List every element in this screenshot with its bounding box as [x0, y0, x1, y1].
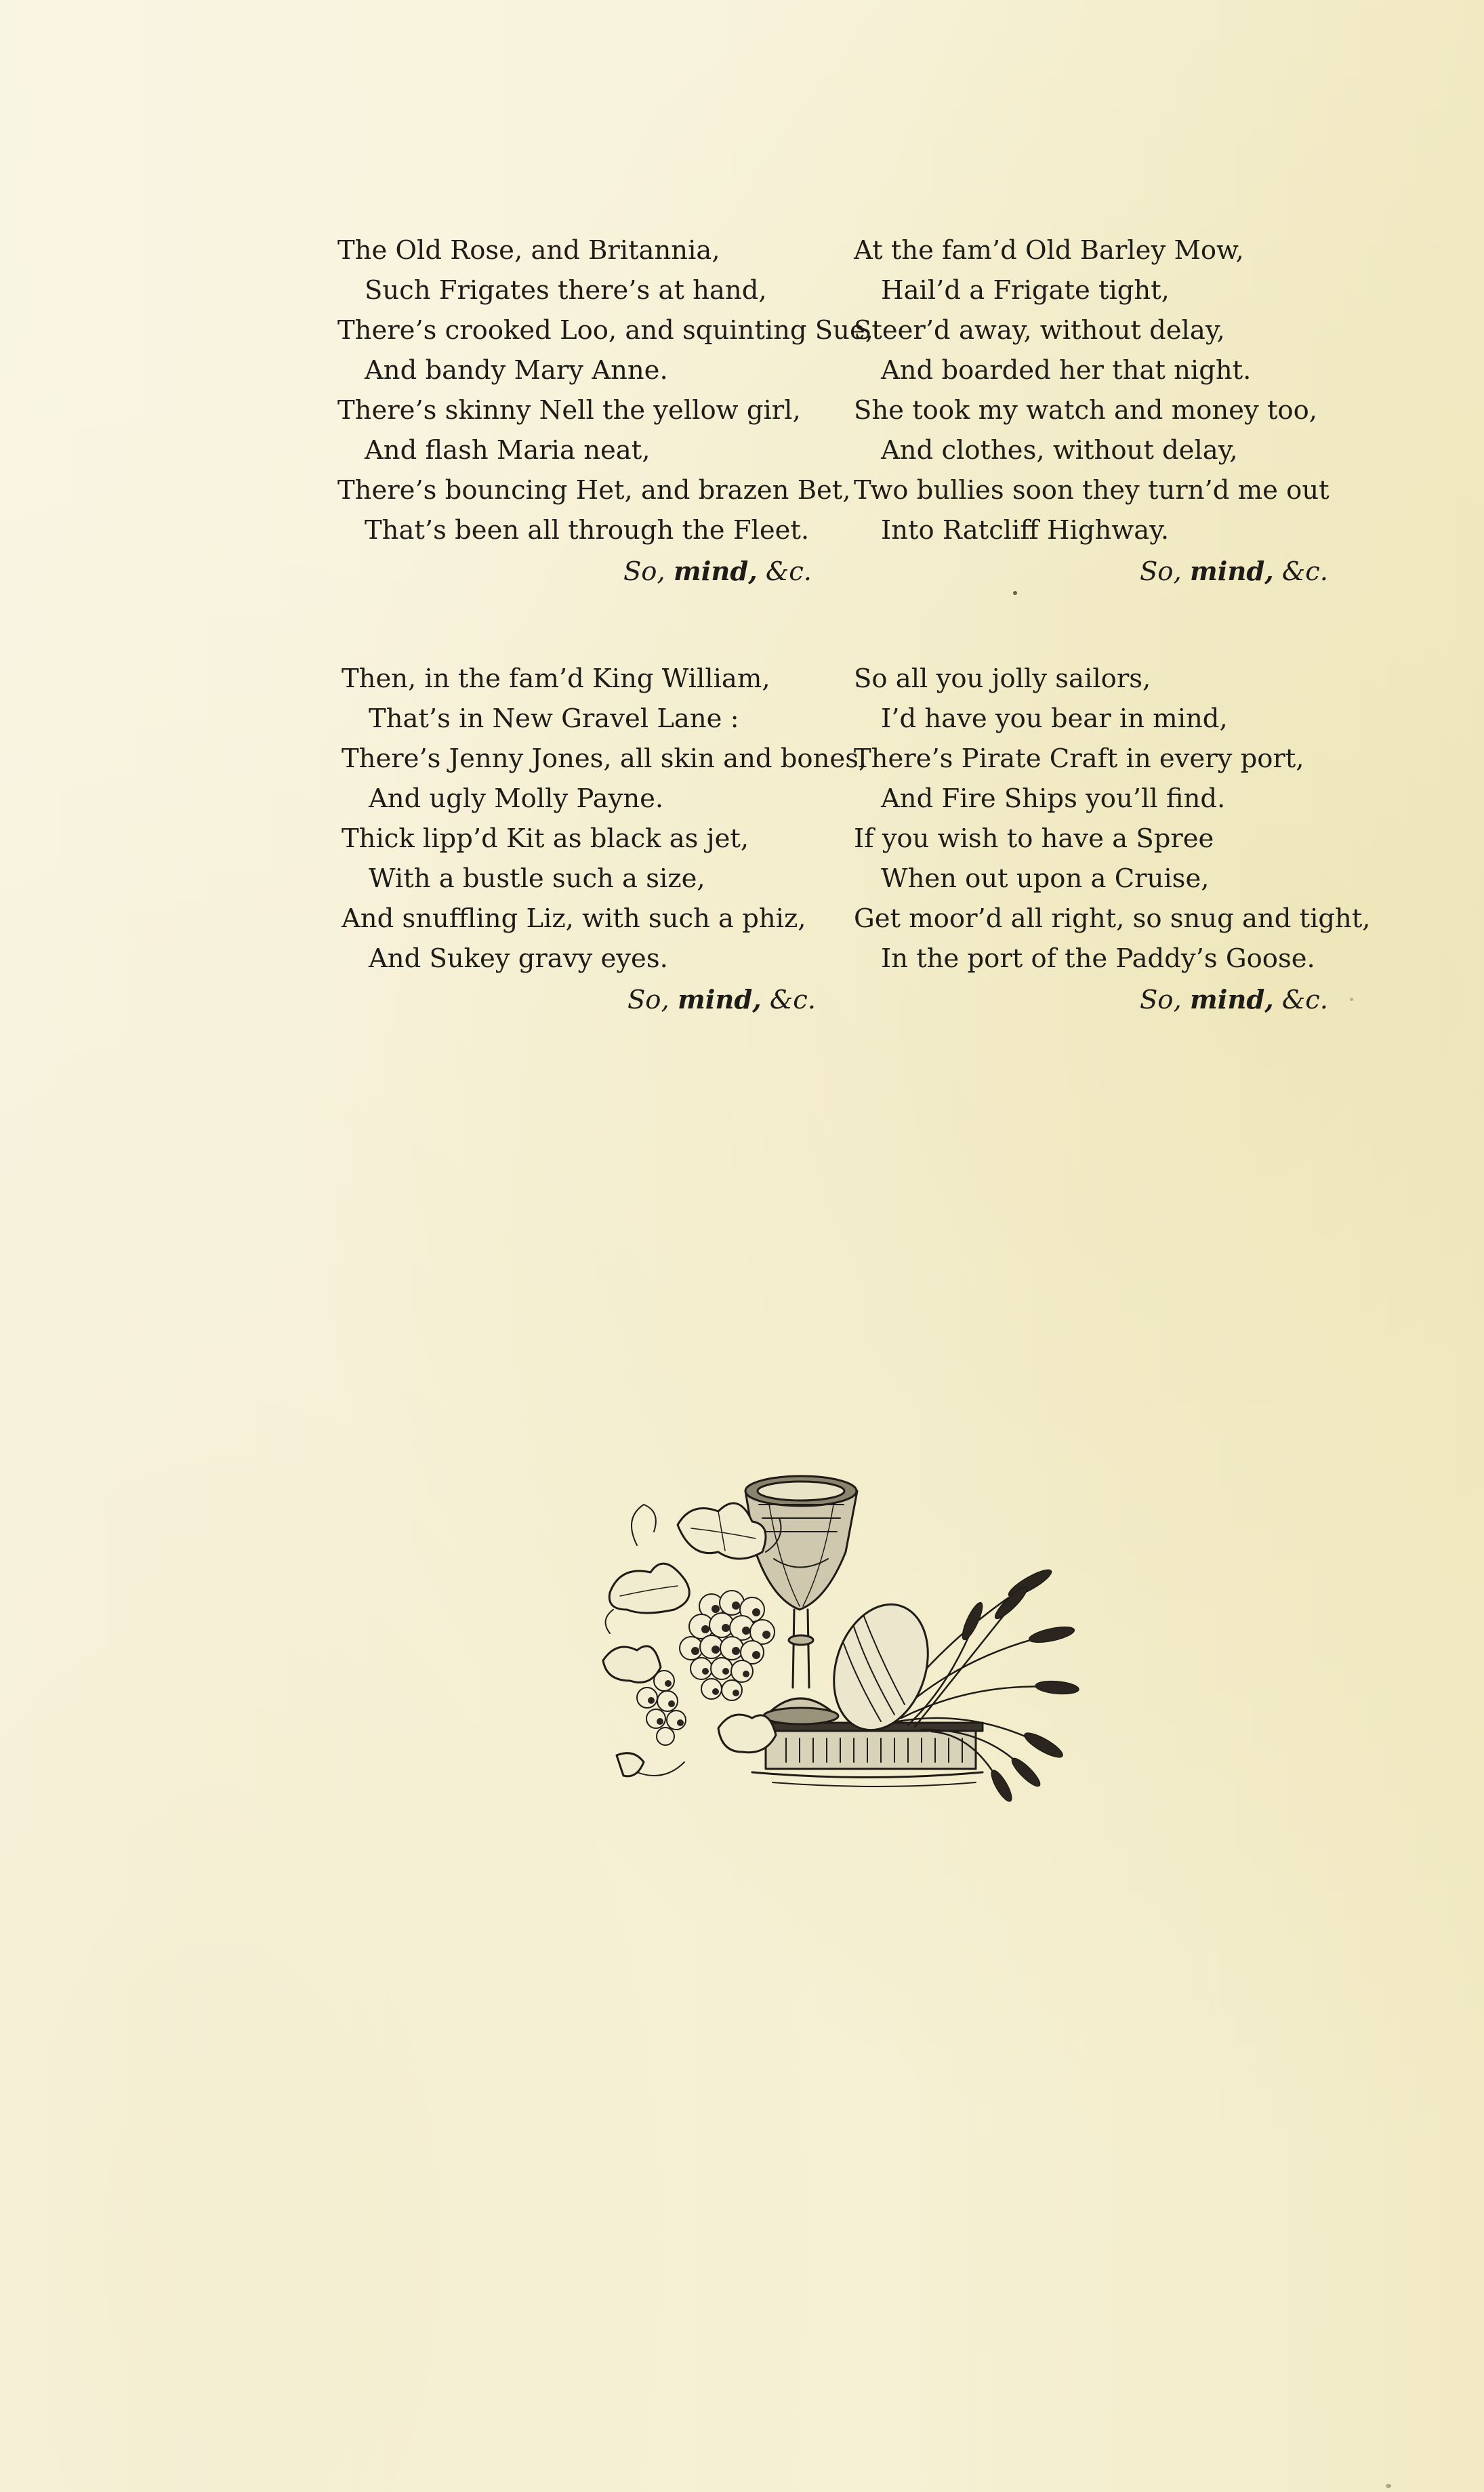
chalice-bread-grapes-wheat-engraving-icon [596, 1464, 1084, 1816]
verse-line: There’s Pirate Craft in every port, [854, 743, 1304, 774]
verse-line: Hail’d a Frigate tight, [881, 275, 1170, 306]
refrain [342, 979, 843, 1022]
paper-speck [1350, 998, 1353, 1001]
verse-line: That’s in New Gravel Lane : [369, 703, 739, 734]
refrain-so: So, [1139, 985, 1182, 1015]
verse-line: Steer’d away, without delay, [854, 315, 1225, 346]
stanza-4 [854, 659, 1371, 1022]
refrain-mind: mind, [1189, 556, 1274, 587]
verse-line: And Fire Ships you’ll find. [881, 783, 1226, 814]
refrain-so: So, [1139, 556, 1182, 587]
verse-line: She took my watch and money too, [854, 395, 1318, 426]
verse-line: With a bustle such a size, [369, 863, 705, 894]
refrain-etc: &c. [765, 556, 812, 587]
verse-line: There’s Jenny Jones, all skin and bones, [342, 743, 867, 774]
verse-line: And bandy Mary Anne. [365, 355, 668, 386]
verse-line: At the fam’d Old Barley Mow, [854, 235, 1244, 266]
verse-line: And ugly Molly Payne. [369, 783, 664, 814]
stanza-2 [854, 230, 1355, 594]
verse-line: And clothes, without delay, [881, 435, 1238, 466]
paper-speck [1386, 2484, 1391, 2488]
verse-line: Such Frigates there’s at hand, [365, 275, 767, 306]
refrain-etc: &c. [769, 985, 816, 1015]
refrain [854, 979, 1355, 1022]
verse-line: There’s crooked Loo, and squinting Sue, [337, 315, 873, 346]
refrain [854, 550, 1355, 594]
verse-line: Two bullies soon they turn’d me out [854, 475, 1330, 506]
verse-line: In the port of the Paddy’s Goose. [881, 943, 1315, 974]
refrain-etc: &c. [1281, 556, 1328, 587]
verse-line: And flash Maria neat, [365, 435, 651, 466]
verse-line: That’s been all through the Fleet. [365, 515, 810, 546]
refrain-mind: mind, [677, 985, 762, 1015]
stanza-3 [342, 659, 867, 1022]
verse-line: If you wish to have a Spree [854, 823, 1214, 854]
paper-speck [1013, 591, 1017, 595]
verse-line: So all you jolly sailors, [854, 663, 1151, 694]
refrain [337, 550, 839, 594]
refrain-mind: mind, [1189, 985, 1274, 1015]
verse-line: There’s bouncing Het, and brazen Bet, [337, 475, 851, 506]
verse-line: Get moor’d all right, so snug and tight, [854, 903, 1371, 934]
refrain-mind: mind, [673, 556, 758, 587]
verse-line: I’d have you bear in mind, [881, 703, 1228, 734]
verse-line: And Sukey gravy eyes. [369, 943, 668, 974]
verse-line: When out upon a Cruise, [881, 863, 1210, 894]
verse-line: And boarded her that night. [881, 355, 1252, 386]
verse-line: And snuffling Liz, with such a phiz, [342, 903, 806, 934]
refrain-so: So, [627, 985, 669, 1015]
refrain-so: So, [623, 556, 665, 587]
verse-line: Thick lipp’d Kit as black as jet, [342, 823, 749, 854]
stanza-1 [337, 230, 873, 594]
verse-line: Then, in the fam’d King William, [342, 663, 770, 694]
verse-line: There’s skinny Nell the yellow girl, [337, 395, 801, 426]
refrain-etc: &c. [1281, 985, 1328, 1015]
verse-line: Into Ratcliff Highway. [881, 515, 1170, 546]
verse-line: The Old Rose, and Britannia, [337, 235, 720, 266]
